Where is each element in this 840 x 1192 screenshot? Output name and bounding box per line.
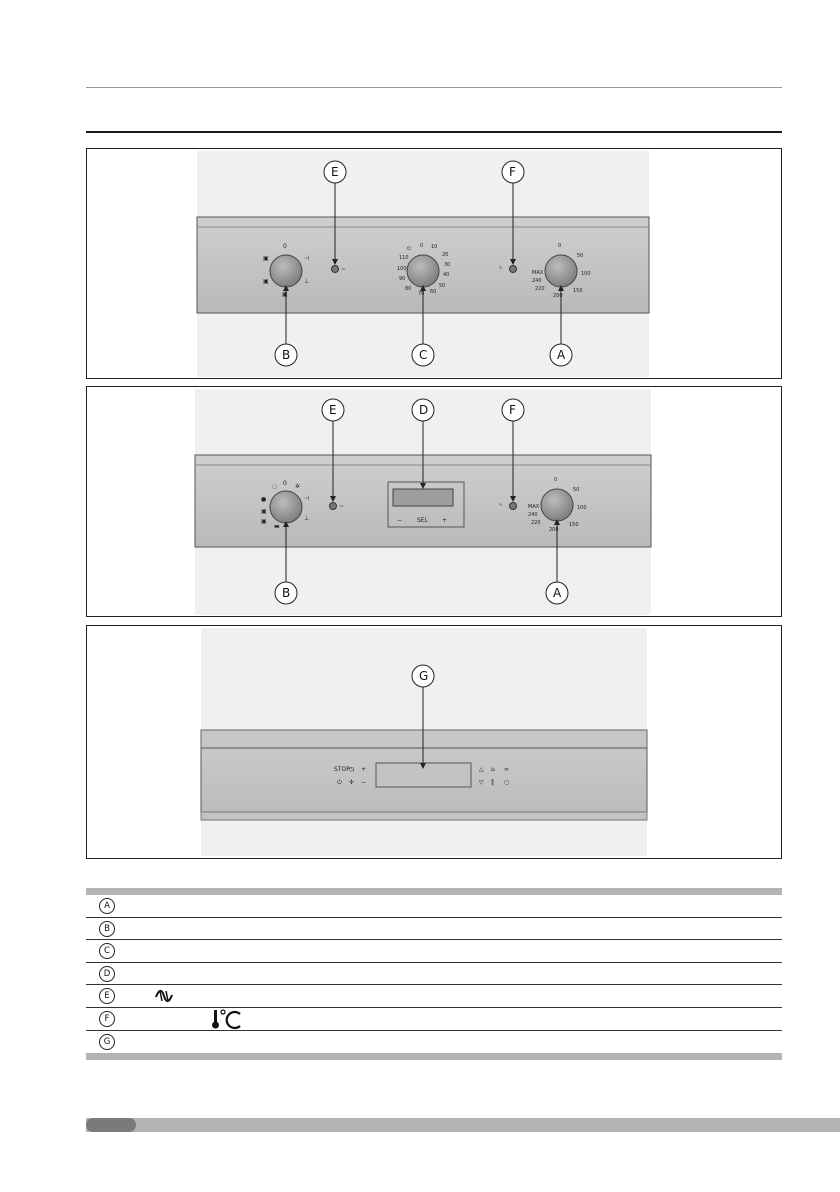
legend-table <box>86 888 782 1060</box>
svg-text:▣: ▣ <box>282 291 288 298</box>
svg-text:10: 10 <box>431 244 438 250</box>
legend-row <box>86 895 782 918</box>
clock-icon[interactable]: ◷ <box>349 766 355 773</box>
legend-letter: F <box>99 1011 115 1027</box>
page-number-tab <box>86 1118 136 1132</box>
svg-text:⊣: ⊣ <box>304 495 310 502</box>
legend-row <box>86 940 782 963</box>
callout-f-label: F <box>509 403 516 417</box>
panel-3-drawing <box>87 626 781 858</box>
svg-text:▣: ▣ <box>263 278 269 285</box>
legend-letter: B <box>99 921 115 937</box>
svg-text:⊥: ⊥ <box>304 515 310 522</box>
section-rule <box>86 131 782 133</box>
pause-icon[interactable]: ‖ <box>491 779 494 786</box>
svg-text:150: 150 <box>569 522 579 528</box>
power-indicator-light <box>330 503 337 510</box>
svg-text:50: 50 <box>573 487 580 493</box>
legend-letter: E <box>99 988 115 1004</box>
callout-e-label: E <box>331 165 339 179</box>
plus-button[interactable]: + <box>442 517 448 524</box>
svg-text:°: ° <box>499 503 502 510</box>
svg-text:⊥: ⊥ <box>304 278 310 285</box>
legend-row <box>86 1031 782 1054</box>
legend-letter: A <box>99 898 115 914</box>
svg-text:0: 0 <box>554 477 558 483</box>
svg-text:40: 40 <box>443 272 450 278</box>
thermostat-indicator-light <box>510 266 517 273</box>
legend-letter: C <box>99 943 115 959</box>
svg-text:240: 240 <box>528 512 538 518</box>
panel-1-drawing <box>87 149 781 378</box>
plus-icon[interactable]: + <box>361 766 367 773</box>
callout-b-label: B <box>282 348 291 362</box>
thermostat-indicator-light <box>510 503 517 510</box>
svg-text:240: 240 <box>532 278 542 284</box>
svg-text:110: 110 <box>399 255 409 261</box>
svg-text:30: 30 <box>444 262 451 268</box>
fan-icon[interactable]: ✢ <box>349 779 355 786</box>
svg-text:~: ~ <box>341 266 347 273</box>
svg-text:0: 0 <box>558 243 562 249</box>
svg-text:MAX: MAX <box>532 270 544 276</box>
figure-panel-3 <box>86 625 782 859</box>
svg-text:90: 90 <box>399 276 406 282</box>
svg-text:20: 20 <box>442 252 449 258</box>
svg-text:70: 70 <box>418 291 425 297</box>
callout-g-label: G <box>419 669 429 683</box>
thermostat-knob[interactable] <box>545 255 577 287</box>
svg-text:220: 220 <box>535 286 545 292</box>
svg-text:MAX: MAX <box>528 504 540 510</box>
minus-button[interactable]: − <box>397 517 403 524</box>
svg-text:◌: ◌ <box>272 483 278 490</box>
footer-bar <box>86 1118 840 1132</box>
svg-text:0: 0 <box>420 243 424 249</box>
power-indicator-light <box>332 266 339 273</box>
callout-b-label: B <box>282 586 291 600</box>
callout-e-label: E <box>329 403 337 417</box>
svg-text:▬: ▬ <box>274 523 280 530</box>
legend-row <box>86 918 782 941</box>
svg-text:200: 200 <box>553 293 563 299</box>
header-rule <box>86 87 782 88</box>
svg-text:200: 200 <box>549 527 559 533</box>
svg-text:0: 0 <box>283 243 287 250</box>
legend-row <box>86 1008 782 1031</box>
callout-f-label: F <box>509 165 516 179</box>
legend-letter: D <box>99 966 115 982</box>
svg-text:0: 0 <box>283 480 287 487</box>
svg-text:50: 50 <box>577 253 584 259</box>
select-button[interactable]: SEL <box>417 517 428 524</box>
svg-text:50: 50 <box>439 283 446 289</box>
figure-panel-1 <box>86 148 782 379</box>
legend-letter: G <box>99 1034 115 1050</box>
stop-icon[interactable]: STOP <box>334 766 350 773</box>
svg-text:100: 100 <box>577 505 587 511</box>
svg-text:100: 100 <box>581 271 591 277</box>
callout-a-label: A <box>553 586 562 600</box>
svg-text:⊣: ⊣ <box>304 255 310 262</box>
svg-text:⏻: ⏻ <box>407 246 411 252</box>
svg-text:220: 220 <box>531 520 541 526</box>
lock-icon[interactable]: ⌂ <box>491 766 495 773</box>
timer-display <box>393 489 453 506</box>
callout-a-label: A <box>557 348 566 362</box>
svg-text:▣: ▣ <box>263 255 269 262</box>
svg-text:80: 80 <box>405 286 412 292</box>
panel-2-drawing <box>87 387 781 616</box>
svg-text:~: ~ <box>339 503 345 510</box>
function-selector-knob[interactable] <box>270 255 302 287</box>
figure-panel-2 <box>86 386 782 617</box>
power-icon[interactable]: ⏻ <box>337 779 342 786</box>
thermometer-celsius-icon <box>210 1008 244 1030</box>
svg-text:●: ● <box>261 496 267 503</box>
svg-text:▣: ▣ <box>261 508 267 515</box>
timer-knob[interactable] <box>407 255 439 287</box>
function-selector-knob[interactable] <box>270 491 302 523</box>
thermostat-knob[interactable] <box>541 489 573 521</box>
svg-text:60: 60 <box>430 289 437 295</box>
dot-icon[interactable]: ○ <box>504 779 510 786</box>
power-wave-icon <box>154 987 176 1005</box>
infinity-icon[interactable]: ∞ <box>504 766 509 773</box>
callout-c-label: C <box>419 348 428 362</box>
svg-text:°: ° <box>499 266 502 273</box>
up-icon[interactable]: △ <box>479 766 484 773</box>
callout-d-label: D <box>419 403 429 417</box>
down-icon[interactable]: ▽ <box>479 779 484 786</box>
svg-text:100: 100 <box>397 266 407 272</box>
legend-row <box>86 985 782 1008</box>
svg-text:▣: ▣ <box>261 518 267 525</box>
svg-text:150: 150 <box>573 288 583 294</box>
minus-icon[interactable]: − <box>361 779 367 786</box>
legend-row <box>86 963 782 986</box>
svg-text:✲: ✲ <box>295 483 301 490</box>
